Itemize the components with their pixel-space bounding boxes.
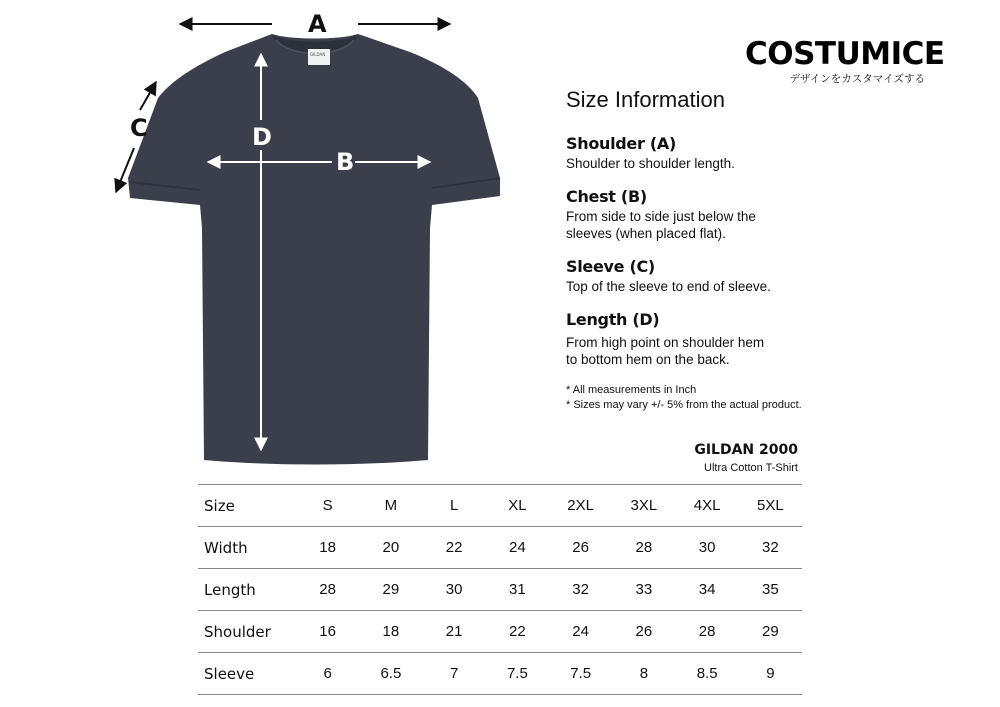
note-line: * Sizes may vary +/- 5% from the actual product. [566, 398, 802, 411]
info-desc-line: to bottom hem on the back. [566, 352, 730, 367]
table-cell: 8 [612, 653, 675, 695]
tshirt-diagram [0, 0, 520, 480]
table-cell: 6.5 [359, 653, 422, 695]
label-c: C [130, 114, 148, 142]
svg-text:GILDAN: GILDAN [310, 52, 326, 57]
product-title [640, 440, 798, 476]
table-row [198, 569, 802, 611]
table-header-row [198, 485, 802, 527]
info-desc [566, 208, 886, 242]
table-header-cell: 3XL [612, 485, 675, 527]
table-cell: 28 [296, 569, 359, 611]
table-cell: 28 [612, 527, 675, 569]
table-cell: 31 [486, 569, 549, 611]
measurement-notes [566, 383, 886, 412]
table-header-cell: 2XL [549, 485, 612, 527]
table-cell: 7 [423, 653, 486, 695]
table-cell: 26 [549, 527, 612, 569]
info-item-shoulder [566, 134, 886, 172]
table-cell: Shoulder [198, 611, 296, 653]
table-cell: 29 [739, 611, 802, 653]
table-cell: Sleeve [198, 653, 296, 695]
info-desc-line: sleeves (when placed flat). [566, 226, 726, 241]
info-heading: Length (D) [566, 310, 660, 329]
table-cell: 35 [739, 569, 802, 611]
table-header-cell: Size [198, 485, 296, 527]
table-cell: 24 [549, 611, 612, 653]
table-cell: 33 [612, 569, 675, 611]
table-header-cell: 4XL [676, 485, 739, 527]
table-cell: 34 [676, 569, 739, 611]
table-header-cell: 5XL [739, 485, 802, 527]
product-name: GILDAN 2000 [694, 442, 798, 458]
info-heading: Shoulder (A) [566, 134, 676, 153]
info-desc-line: From side to side just below the [566, 209, 756, 224]
table-cell: 9 [739, 653, 802, 695]
info-desc-line: From high point on shoulder hem [566, 335, 765, 350]
info-desc: Top of the sleeve to end of sleeve. [566, 279, 771, 294]
table-cell: 32 [739, 527, 802, 569]
table-cell: 26 [612, 611, 675, 653]
table-header-cell: L [423, 485, 486, 527]
table-cell: 18 [296, 527, 359, 569]
brand-name: COSTUMICE [745, 36, 945, 72]
table-cell: 8.5 [676, 653, 739, 695]
table-cell: 22 [486, 611, 549, 653]
table-header-cell: S [296, 485, 359, 527]
table-cell: 30 [676, 527, 739, 569]
label-a: A [308, 10, 327, 38]
info-heading: Chest (B) [566, 187, 647, 206]
info-title: Size Information [566, 87, 725, 112]
table-cell: Width [198, 527, 296, 569]
table-cell: 32 [549, 569, 612, 611]
table-header-cell: M [359, 485, 422, 527]
size-information [566, 86, 886, 412]
table-cell: 22 [423, 527, 486, 569]
info-item-chest [566, 187, 886, 242]
table-cell: 21 [423, 611, 486, 653]
table-cell: 20 [359, 527, 422, 569]
table-cell: 7.5 [549, 653, 612, 695]
table-cell: Length [198, 569, 296, 611]
table-cell: 30 [423, 569, 486, 611]
size-table [198, 484, 802, 695]
table-cell: 18 [359, 611, 422, 653]
table-cell: 6 [296, 653, 359, 695]
brand-tagline: デザインをカスタマイズする [789, 73, 925, 85]
table-cell: 29 [359, 569, 422, 611]
table-cell: 16 [296, 611, 359, 653]
tshirt-shape [128, 34, 500, 465]
info-heading: Sleeve (C) [566, 257, 655, 276]
table-cell: 24 [486, 527, 549, 569]
info-item-sleeve [566, 257, 886, 295]
info-desc [566, 334, 886, 368]
note-line: * All measurements in Inch [566, 384, 697, 396]
table-cell: 28 [676, 611, 739, 653]
table-header-cell: XL [486, 485, 549, 527]
table-row [198, 527, 802, 569]
brand-logo [745, 36, 945, 86]
table-row [198, 653, 802, 695]
info-desc: Shoulder to shoulder length. [566, 156, 735, 171]
info-item-length [566, 310, 886, 368]
product-subtitle: Ultra Cotton T-Shirt [704, 462, 798, 474]
table-row [198, 611, 802, 653]
label-d: D [252, 123, 272, 151]
label-b: B [336, 148, 355, 176]
table-cell: 7.5 [486, 653, 549, 695]
